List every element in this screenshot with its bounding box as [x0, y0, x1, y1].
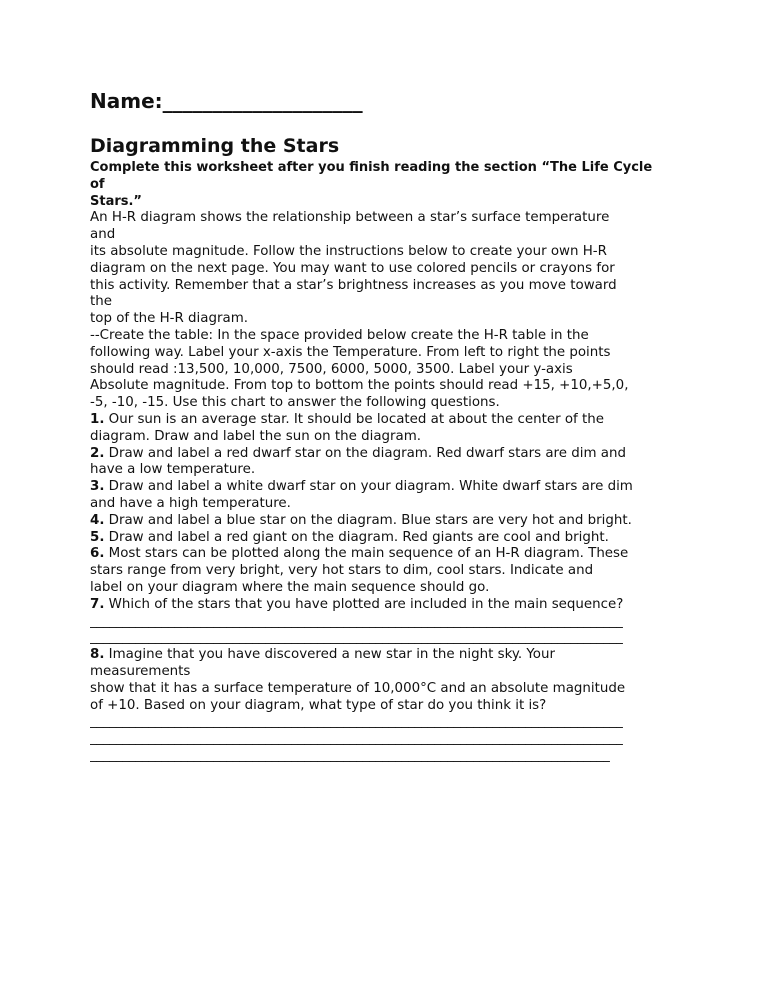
intro-line: Absolute magnitude. From top to bottom the points should read +15, +10,+5,0, [90, 378, 629, 394]
question-number: 7. [90, 596, 105, 612]
question-text: measurements [90, 663, 191, 679]
question-1 [90, 412, 680, 446]
intro-line: diagram on the next page. You may want to use colored pencils or crayons for [90, 260, 615, 276]
answer-line[interactable]: __________________________________________________________________________________ [90, 731, 623, 747]
subtitle-line: Complete this worksheet after you finish reading the section “The Life Cycle [90, 160, 653, 175]
intro-line: the [90, 294, 112, 310]
question-text: Imagine that you have discovered a new star in the night sky. Your [104, 647, 555, 663]
intro-line: its absolute magnitude. Follow the instructions below to create your own H-R [90, 243, 607, 259]
question-4 [90, 513, 680, 530]
question-text: stars range from very bright, very hot stars to dim, cool stars. Indicate and [90, 563, 594, 579]
intro-line: this activity. Remember that a star’s brightness increases as you move toward [90, 277, 617, 293]
question-7 [90, 597, 680, 647]
question-2 [90, 446, 680, 480]
question-text: Which of the stars that you have plotted are included in the main sequence? [104, 596, 624, 612]
question-number: 5. [90, 529, 105, 545]
question-3 [90, 479, 680, 513]
subtitle-line: Stars.” [90, 193, 142, 209]
question-text: have a low temperature. [90, 462, 256, 478]
worksheet-page [90, 88, 680, 765]
question-5 [90, 530, 680, 547]
subtitle-line: of [90, 176, 105, 192]
answer-line[interactable]: __________________________________________________________________________________ [90, 613, 623, 629]
question-text: Draw and label a blue star on the diagram. Blue stars are very hot and bright. [104, 512, 632, 528]
question-text: label on your diagram where the main sequence should go. [90, 579, 490, 595]
question-number: 1. [90, 411, 105, 427]
question-text: Draw and label a white dwarf star on your diagram. White dwarf stars are dim [104, 479, 633, 495]
question-text: Draw and label a red giant on the diagram. Red giants are cool and bright. [104, 529, 609, 545]
intro-line: and [90, 227, 116, 243]
intro-line: should read :13,500, 10,000, 7500, 6000, 5000, 3500. Label your y-axis [90, 361, 573, 377]
intro-line: -5, -10, -15. Use this chart to answer the following questions. [90, 395, 500, 411]
name-field-label: Name:____________________ [90, 89, 363, 113]
question-text: diagram. Draw and label the sun on the diagram. [90, 428, 422, 444]
question-text: Most stars can be plotted along the main sequence of an H-R diagram. These [104, 546, 629, 562]
question-text: Draw and label a red dwarf star on the diagram. Red dwarf stars are dim and [104, 445, 626, 461]
question-text: of +10. Based on your diagram, what type of star do you think it is? [90, 697, 547, 713]
intro-line: --Create the table: In the space provided below create the H-R table in the [90, 327, 589, 343]
page-title: Diagramming the Stars [90, 135, 340, 157]
instructions-subtitle [90, 160, 680, 210]
intro-paragraph [90, 210, 680, 412]
question-number: 6. [90, 546, 105, 562]
question-text: Our sun is an average star. It should be located at about the center of the [104, 411, 604, 427]
question-number: 4. [90, 512, 105, 528]
intro-line: top of the H-R diagram. [90, 311, 248, 327]
question-6 [90, 546, 680, 596]
intro-line: An H-R diagram shows the relationship between a star’s surface temperature [90, 210, 610, 226]
question-text: and have a high temperature. [90, 495, 291, 511]
answer-line[interactable]: __________________________________________________________________________________ [90, 630, 623, 646]
question-number: 2. [90, 445, 105, 461]
answer-line[interactable]: __________________________________________________________________________________ [90, 714, 623, 730]
question-number: 3. [90, 479, 105, 495]
question-8 [90, 647, 680, 765]
intro-line: following way. Label your x-axis the Temperature. From left to right the points [90, 344, 611, 360]
question-number: 8. [90, 647, 105, 663]
answer-line[interactable]: ________________________________________________________________________________ [90, 747, 610, 763]
question-text: show that it has a surface temperature of 10,000°C and an absolute magnitude [90, 680, 626, 696]
